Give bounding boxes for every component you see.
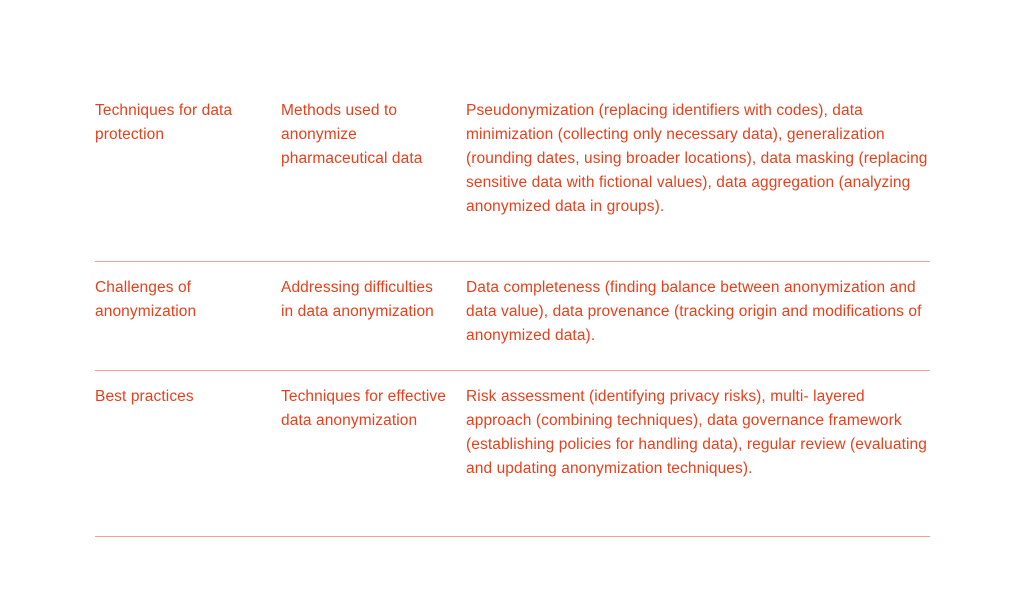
row-details: Risk assessment (identifying privacy risks), multi- layered approach (combining techniques), data governance framework (establishing policies for handling data), regular review (evaluating and updating anonymization techniques).: [466, 388, 927, 477]
row-topic: Techniques for data protection: [95, 102, 233, 143]
row-details: Data completeness (finding balance between anonymization and data value), data provenance (tracking origin and modifications of anonymized data).: [466, 279, 922, 344]
row-purpose: Techniques for effective data anonymization: [281, 388, 446, 429]
row-topic: Best practices: [95, 388, 194, 405]
table-row: [95, 99, 930, 262]
row-details: Pseudonymization (replacing identifiers with codes), data minimization (collecting only necessary data), generalization (rounding dates, using broader locations), data masking (replacing sensitive data with fictional values), data aggregation (analyzing anonymized data in groups).: [466, 102, 928, 215]
row-purpose: Methods used to anonymize pharmaceutical data: [281, 102, 423, 167]
table-row: [95, 371, 930, 537]
row-topic: Challenges of anonymization: [95, 279, 197, 320]
anonymization-table: [95, 99, 930, 537]
table-row: [95, 262, 930, 371]
row-purpose: Addressing difficulties in data anonymization: [281, 279, 434, 320]
